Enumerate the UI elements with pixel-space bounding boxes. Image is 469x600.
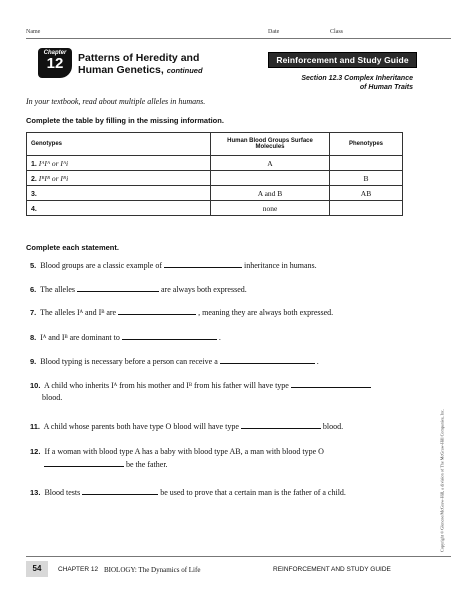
answer-blank[interactable] (291, 379, 371, 388)
genotype-value: IᴬIᴬ or Iᴬi (38, 158, 69, 168)
statement-text: blood. (322, 422, 344, 431)
reinforcement-banner: Reinforcement and Study Guide (268, 52, 417, 68)
section-line2: of Human Traits (359, 84, 413, 91)
name-label: Name (26, 29, 41, 35)
statement-10 (30, 379, 400, 404)
blood-group-table (26, 132, 403, 216)
statement-9 (30, 355, 400, 368)
statement-text: be used to prove that a certain man is the father of a child. (160, 488, 346, 497)
statement-number: 5. (30, 261, 37, 270)
chapter-badge-number: 12 (46, 55, 64, 72)
header-rule (26, 38, 451, 39)
table-header-row (27, 133, 403, 156)
statement-12 (30, 446, 400, 471)
statement-number: 8. (30, 333, 37, 342)
statement-text: Blood tests (44, 488, 81, 497)
statement-text: The alleles Iᴬ and Iᴮ are (40, 308, 117, 317)
row-number: 1. (31, 160, 37, 168)
table-row (27, 171, 403, 186)
statement-11 (30, 420, 400, 433)
header-genotypes: Genotypes (27, 133, 211, 156)
date-label: Date (268, 29, 280, 35)
footer-chapter: CHAPTER 12 (58, 566, 99, 573)
statement-text: A child whose parents both have type O blood will have type (43, 422, 239, 431)
statement-text: are always both expressed. (161, 285, 247, 294)
statement-text: If a woman with blood type A has a baby with blood type AB, a man with blood type O (44, 447, 324, 456)
statement-number: 6. (30, 285, 37, 294)
statement-text: A child who inherits Iᴬ from his mother and Iᴮ from his father will have type (44, 381, 289, 390)
answer-blank[interactable] (241, 420, 321, 429)
row-number: 3. (31, 190, 37, 198)
statement-number: 11. (30, 422, 41, 431)
footer-right: REINFORCEMENT AND STUDY GUIDE (273, 566, 391, 573)
statement-text: Blood groups are a classic example of (40, 261, 163, 270)
intro-text: In your textbook, read about multiple alleles in humans. (26, 97, 206, 106)
statement-text: . (218, 333, 221, 342)
row-number: 4. (31, 205, 37, 213)
statements-instruction: Complete each statement. (26, 243, 119, 252)
statement-text: The alleles (40, 285, 75, 294)
statement-number: 7. (30, 308, 37, 317)
surface-cell[interactable] (211, 171, 330, 186)
chapter-title-line2: Human Genetics, (78, 64, 164, 76)
chapter-title-continued: continued (166, 66, 203, 75)
chapter-badge (38, 48, 72, 78)
answer-blank[interactable] (44, 458, 124, 467)
answer-blank[interactable] (118, 306, 196, 315)
statement-8 (30, 331, 400, 344)
phenotype-cell[interactable] (330, 201, 403, 216)
statement-text: , meaning they are always both expressed. (198, 308, 334, 317)
statement-text: . (316, 357, 319, 366)
answer-blank[interactable] (82, 486, 158, 495)
genotype-cell[interactable] (27, 171, 211, 186)
section-heading (301, 74, 413, 92)
statement-number: 9. (30, 357, 37, 366)
footer-rule (26, 556, 451, 557)
class-label: Class (330, 29, 344, 35)
table-instruction: Complete the table by filling in the missing information. (26, 116, 224, 125)
answer-blank[interactable] (164, 259, 242, 268)
statement-7 (30, 306, 400, 319)
answer-blank[interactable] (122, 331, 217, 340)
genotype-cell[interactable] (27, 186, 211, 201)
chapter-badge-label: Chapter (43, 50, 67, 56)
answer-blank[interactable] (77, 283, 159, 292)
phenotype-cell[interactable] (330, 156, 403, 171)
section-line1: Section 12.3 Complex Inheritance (301, 75, 413, 82)
statement-text: inheritance in humans. (244, 261, 317, 270)
copyright-notice (437, 388, 445, 578)
row-number: 2. (31, 175, 37, 183)
statement-number: 13. (30, 488, 41, 497)
table-row (27, 201, 403, 216)
header-surface-molecules: Human Blood Groups Surface Molecules (211, 133, 330, 156)
surface-cell[interactable]: none (211, 201, 330, 216)
statement-text: Iᴬ and Iᴮ are dominant to (40, 333, 120, 342)
statement-6 (30, 283, 400, 296)
surface-cell[interactable]: A (211, 156, 330, 171)
copyright-text: Copyright © Glencoe/McGraw-Hill, a division of The McGraw-Hill Companies, Inc. (439, 409, 445, 552)
genotype-value: IᴮIᴮ or Iᴮi (38, 173, 69, 183)
header-phenotypes: Phenotypes (330, 133, 403, 156)
statement-number: 12. (30, 447, 41, 456)
statement-13 (30, 486, 400, 499)
genotype-cell[interactable] (27, 201, 211, 216)
statement-text: Blood typing is necessary before a person can receive a (40, 357, 218, 366)
footer-book: BIOLOGY: The Dynamics of Life (104, 566, 201, 574)
genotype-cell[interactable] (27, 156, 211, 171)
phenotype-cell[interactable]: AB (330, 186, 403, 201)
page-number: 54 (26, 561, 48, 577)
statement-number: 10. (30, 381, 41, 390)
surface-cell[interactable]: A and B (211, 186, 330, 201)
statement-text: be the father. (126, 460, 168, 469)
table-row (27, 156, 403, 171)
table-row (27, 186, 403, 201)
statement-5 (30, 259, 400, 272)
answer-blank[interactable] (220, 355, 315, 364)
chapter-title-line1: Patterns of Heredity and (78, 52, 200, 64)
statement-text: blood. (42, 393, 63, 402)
phenotype-cell[interactable]: B (330, 171, 403, 186)
chapter-title (78, 52, 203, 77)
